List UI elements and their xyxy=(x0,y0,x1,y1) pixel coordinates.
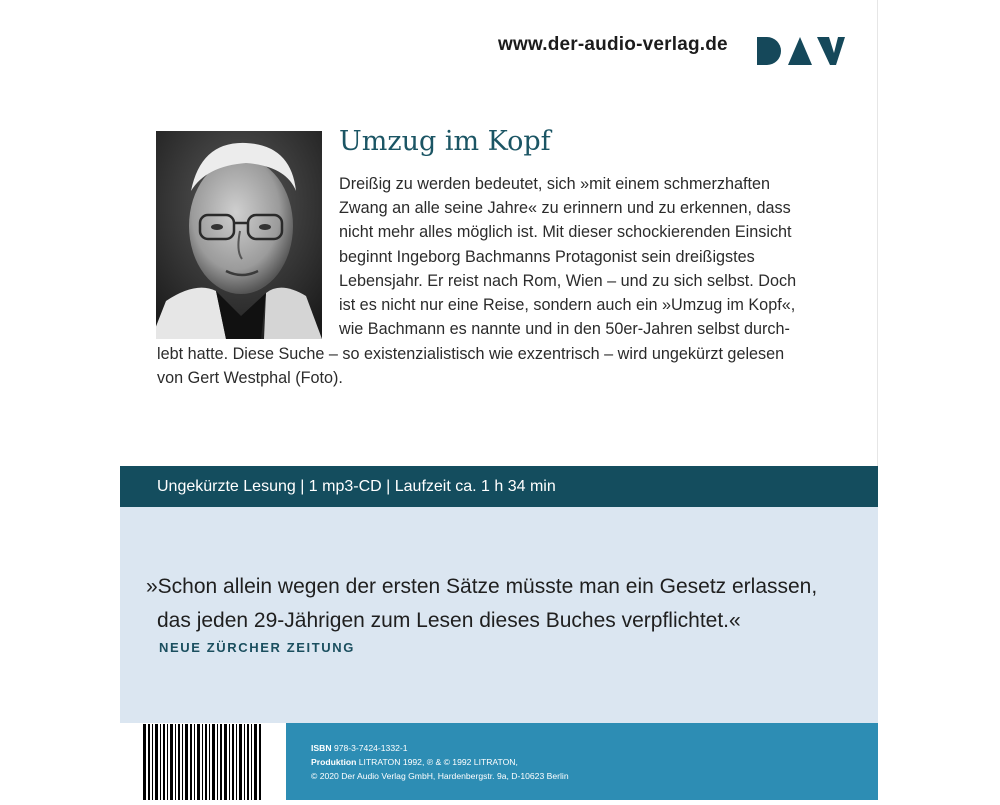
review-quote xyxy=(146,570,817,638)
description-line: von Gert Westphal (Foto). xyxy=(157,369,343,388)
author-photo xyxy=(156,131,322,339)
description-line: Zwang an alle seine Jahre« zu erinnern und zu erkennen, dass xyxy=(339,199,791,218)
publisher-url: www.der-audio-verlag.de xyxy=(498,34,728,55)
book-title: Umzug im Kopf xyxy=(339,126,551,157)
description-line: Lebensjahr. Er reist nach Rom, Wien – und zu sich selbst. Doch xyxy=(339,271,797,290)
info-bar-text: Ungekürzte Lesung | 1 mp3-CD | Laufzeit ca. 1 h 34 min xyxy=(157,478,556,495)
description-wrapped xyxy=(339,172,796,341)
barcode xyxy=(143,724,263,805)
description-full-width xyxy=(157,342,784,390)
quote-source: NEUE ZÜRCHER ZEITUNG xyxy=(159,640,355,655)
description-line: ist es nicht nur eine Reise, sondern auch ein »Umzug im Kopf«, xyxy=(339,296,796,315)
production-line xyxy=(311,755,569,769)
description-line: nicht mehr alles möglich ist. Mit dieser schockierenden Einsicht xyxy=(339,223,792,242)
description-line: beginnt Ingeborg Bachmanns Protagonist sein dreißigstes xyxy=(339,247,755,266)
isbn-value: 978-3-7424-1332-1 xyxy=(333,743,408,753)
legal-info xyxy=(311,741,569,783)
quote-line: das jeden 29-Jährigen zum Lesen dieses Buches verpflichtet.« xyxy=(157,609,741,632)
dav-logo xyxy=(757,37,845,70)
copyright-line: © 2020 Der Audio Verlag GmbH, Hardenbergstr. 9a, D-10623 Berlin xyxy=(311,771,569,781)
isbn-line xyxy=(311,741,569,755)
quote-line: »Schon allein wegen der ersten Sätze müsste man ein Gesetz erlassen, xyxy=(146,575,818,598)
isbn-label: ISBN xyxy=(311,743,332,753)
description-line: lebt hatte. Diese Suche – so existenzialistisch wie exzentrisch – wird ungekürzt gelesen xyxy=(157,345,785,363)
description-line: wie Bachmann es nannte und in den 50er-Jahren selbst durch- xyxy=(339,320,790,339)
description-line: Dreißig zu werden bedeutet, sich »mit einem schmerzhaften xyxy=(339,175,770,193)
production-label: Produktion xyxy=(311,757,357,767)
production-value: LITRATON 1992, ℗ & © 1992 LITRATON, xyxy=(358,757,518,767)
